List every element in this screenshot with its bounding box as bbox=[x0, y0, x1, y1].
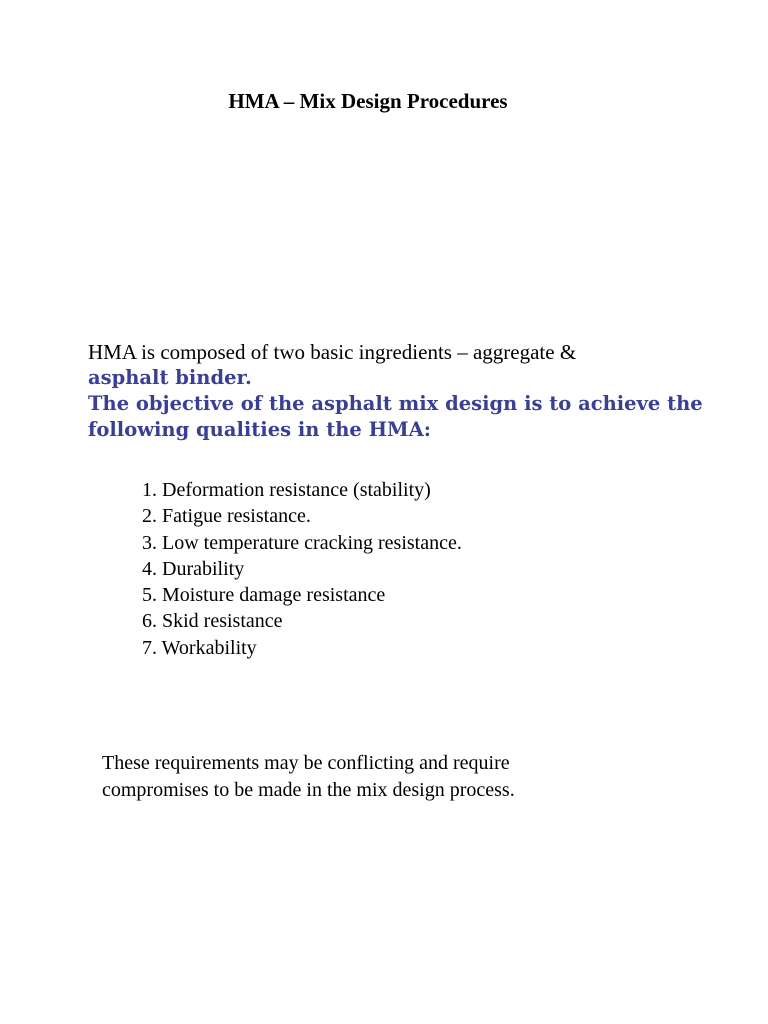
intro-line-binder: asphalt binder. bbox=[88, 366, 252, 389]
page-title: HMA – Mix Design Procedures bbox=[228, 89, 508, 113]
list-item: 2. Fatigue resistance. bbox=[142, 505, 311, 528]
qualities-list bbox=[142, 477, 462, 661]
list-item: 6. Skid resistance bbox=[142, 610, 283, 633]
intro-paragraph bbox=[88, 339, 728, 443]
list-item: 4. Durability bbox=[142, 557, 245, 580]
list-item: 1. Deformation resistance (stability) bbox=[142, 479, 431, 501]
closing-line-1: These requirements may be conflicting and require bbox=[102, 752, 510, 774]
list-item: 5. Moisture damage resistance bbox=[142, 584, 386, 607]
list-item: 7. Workability bbox=[142, 636, 257, 659]
list-item: 3. Low temperature cracking resistance. bbox=[142, 531, 462, 554]
closing-line-2: compromises to be made in the mix design process. bbox=[102, 779, 515, 801]
intro-line-ingredients: HMA is composed of two basic ingredients – aggregate & bbox=[88, 340, 577, 364]
intro-line-objective: The objective of the asphalt mix design is to achieve the bbox=[88, 392, 703, 415]
intro-line-qualities: following qualities in the HMA: bbox=[88, 418, 431, 441]
closing-paragraph bbox=[102, 750, 722, 804]
